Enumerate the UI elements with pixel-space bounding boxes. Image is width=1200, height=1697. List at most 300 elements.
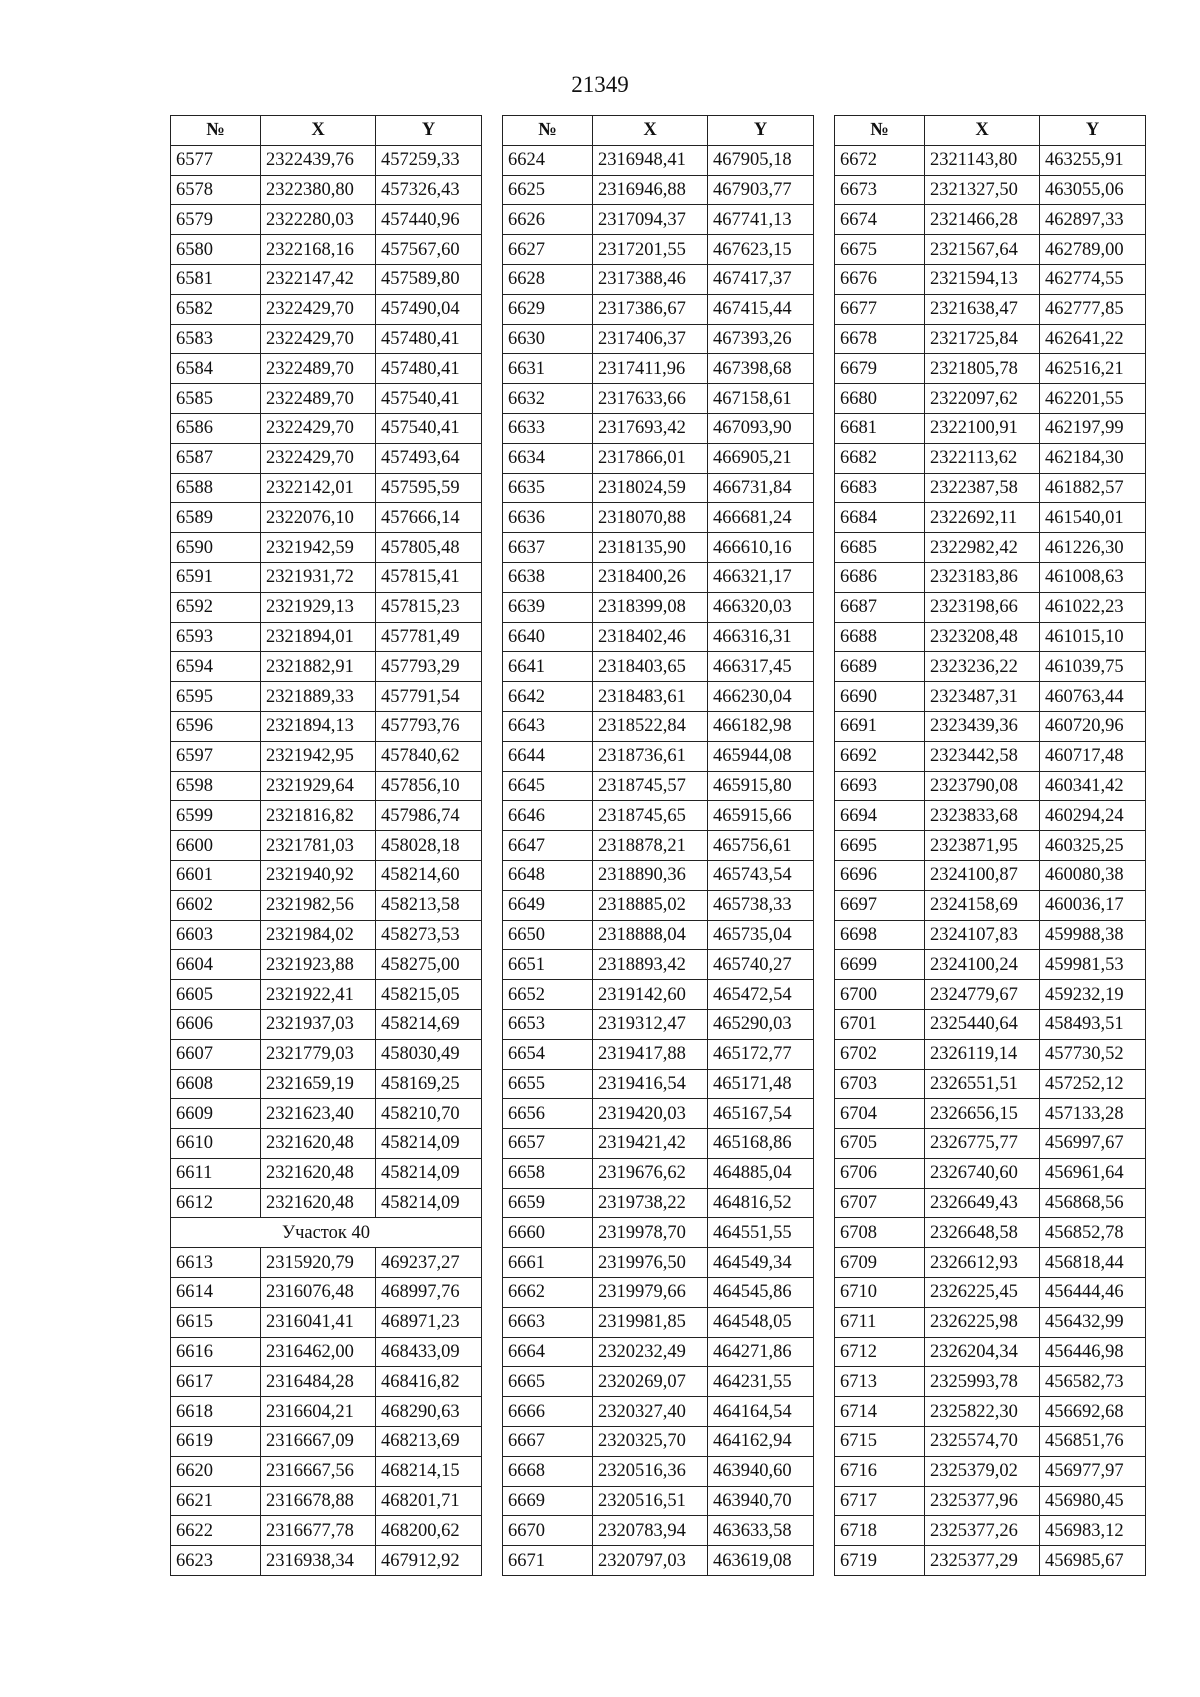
table-row	[171, 294, 482, 324]
point-number-cell: 6593	[171, 622, 261, 652]
table-row	[171, 1069, 482, 1099]
x-coordinate-cell: 2316041,41	[261, 1307, 376, 1337]
table-row	[171, 831, 482, 861]
y-coordinate-cell: 457540,41	[376, 413, 482, 443]
y-coordinate-cell: 462184,30	[1040, 443, 1146, 473]
x-coordinate-cell: 2326225,45	[925, 1278, 1040, 1308]
table-row	[503, 1456, 814, 1486]
table-row	[503, 175, 814, 205]
point-number-cell: 6714	[835, 1397, 925, 1427]
table-row	[503, 1069, 814, 1099]
x-coordinate-cell: 2318400,26	[593, 562, 708, 592]
y-coordinate-cell: 466731,84	[708, 473, 814, 503]
point-number-cell: 6597	[171, 741, 261, 771]
section-label: Участок 40	[171, 1218, 482, 1248]
point-number-cell: 6686	[835, 562, 925, 592]
x-coordinate-cell: 2317094,37	[593, 205, 708, 235]
x-coordinate-cell: 2321894,01	[261, 622, 376, 652]
table-row	[835, 1099, 1146, 1129]
point-number-cell: 6650	[503, 920, 593, 950]
x-coordinate-cell: 2319416,54	[593, 1069, 708, 1099]
x-coordinate-cell: 2320269,07	[593, 1367, 708, 1397]
y-coordinate-cell: 456961,64	[1040, 1158, 1146, 1188]
table-row	[835, 652, 1146, 682]
y-coordinate-cell: 466610,16	[708, 533, 814, 563]
x-coordinate-cell: 2318522,84	[593, 711, 708, 741]
y-coordinate-cell: 457815,23	[376, 592, 482, 622]
point-number-cell: 6644	[503, 741, 593, 771]
point-number-cell: 6669	[503, 1486, 593, 1516]
x-coordinate-cell: 2326225,98	[925, 1307, 1040, 1337]
y-coordinate-cell: 457730,52	[1040, 1039, 1146, 1069]
table-row	[171, 1546, 482, 1576]
point-number-cell: 6697	[835, 890, 925, 920]
point-number-cell: 6646	[503, 801, 593, 831]
table-row	[171, 1039, 482, 1069]
point-number-cell: 6681	[835, 413, 925, 443]
point-number-cell: 6587	[171, 443, 261, 473]
table-header-row	[503, 116, 814, 146]
point-number-cell: 6598	[171, 771, 261, 801]
point-number-cell: 6680	[835, 384, 925, 414]
table-row	[503, 1188, 814, 1218]
table-row	[171, 1278, 482, 1308]
y-coordinate-cell: 468433,09	[376, 1337, 482, 1367]
x-coordinate-cell: 2321929,64	[261, 771, 376, 801]
y-coordinate-cell: 465756,61	[708, 831, 814, 861]
point-number-cell: 6602	[171, 890, 261, 920]
y-coordinate-cell: 467398,68	[708, 354, 814, 384]
table-row	[171, 1307, 482, 1337]
y-coordinate-cell: 456432,99	[1040, 1307, 1146, 1337]
point-number-cell: 6634	[503, 443, 593, 473]
x-coordinate-cell: 2320232,49	[593, 1337, 708, 1367]
point-number-cell: 6606	[171, 1009, 261, 1039]
y-coordinate-cell: 457781,49	[376, 622, 482, 652]
x-coordinate-cell: 2324100,24	[925, 950, 1040, 980]
y-coordinate-cell: 461882,57	[1040, 473, 1146, 503]
table-row	[503, 1516, 814, 1546]
x-coordinate-cell: 2316678,88	[261, 1486, 376, 1516]
y-coordinate-cell: 462516,21	[1040, 354, 1146, 384]
point-number-cell: 6662	[503, 1278, 593, 1308]
point-number-cell: 6694	[835, 801, 925, 831]
y-coordinate-cell: 463619,08	[708, 1546, 814, 1576]
x-coordinate-cell: 2321567,64	[925, 235, 1040, 265]
y-coordinate-cell: 456852,78	[1040, 1218, 1146, 1248]
y-coordinate-cell: 464231,55	[708, 1367, 814, 1397]
x-coordinate-cell: 2321466,28	[925, 205, 1040, 235]
table-row	[503, 294, 814, 324]
point-number-cell: 6647	[503, 831, 593, 861]
table-row	[171, 1248, 482, 1278]
table-row	[503, 1218, 814, 1248]
point-number-cell: 6704	[835, 1099, 925, 1129]
point-number-cell: 6655	[503, 1069, 593, 1099]
table-row	[171, 562, 482, 592]
table-row	[171, 1129, 482, 1159]
y-coordinate-cell: 464816,52	[708, 1188, 814, 1218]
x-coordinate-cell: 2322113,62	[925, 443, 1040, 473]
y-coordinate-cell: 467903,77	[708, 175, 814, 205]
table-row	[835, 682, 1146, 712]
point-number-cell: 6611	[171, 1158, 261, 1188]
table-row	[835, 1397, 1146, 1427]
y-coordinate-cell: 465172,77	[708, 1039, 814, 1069]
table-row	[171, 1158, 482, 1188]
y-coordinate-cell: 461226,30	[1040, 533, 1146, 563]
point-number-cell: 6635	[503, 473, 593, 503]
table-row	[171, 533, 482, 563]
table-row	[171, 205, 482, 235]
table-row	[835, 562, 1146, 592]
y-coordinate-cell: 468201,71	[376, 1486, 482, 1516]
x-coordinate-cell: 2321984,02	[261, 920, 376, 950]
table-row	[835, 1009, 1146, 1039]
y-coordinate-cell: 458028,18	[376, 831, 482, 861]
point-number-cell: 6718	[835, 1516, 925, 1546]
column-header-number: №	[171, 116, 261, 146]
x-coordinate-cell: 2317693,42	[593, 413, 708, 443]
x-coordinate-cell: 2321327,50	[925, 175, 1040, 205]
point-number-cell: 6629	[503, 294, 593, 324]
point-number-cell: 6617	[171, 1367, 261, 1397]
y-coordinate-cell: 460325,25	[1040, 831, 1146, 861]
x-coordinate-cell: 2317386,67	[593, 294, 708, 324]
x-coordinate-cell: 2323833,68	[925, 801, 1040, 831]
table-row	[503, 235, 814, 265]
table-row	[835, 503, 1146, 533]
point-number-cell: 6612	[171, 1188, 261, 1218]
table-row	[503, 413, 814, 443]
y-coordinate-cell: 461540,01	[1040, 503, 1146, 533]
point-number-cell: 6666	[503, 1397, 593, 1427]
table-row	[171, 1486, 482, 1516]
table-row	[503, 1248, 814, 1278]
x-coordinate-cell: 2325379,02	[925, 1456, 1040, 1486]
y-coordinate-cell: 457259,33	[376, 145, 482, 175]
table-row	[835, 1069, 1146, 1099]
point-number-cell: 6604	[171, 950, 261, 980]
x-coordinate-cell: 2322380,80	[261, 175, 376, 205]
y-coordinate-cell: 460763,44	[1040, 682, 1146, 712]
x-coordinate-cell: 2319979,66	[593, 1278, 708, 1308]
x-coordinate-cell: 2316667,56	[261, 1456, 376, 1486]
table-row	[503, 771, 814, 801]
y-coordinate-cell: 457480,41	[376, 324, 482, 354]
y-coordinate-cell: 467905,18	[708, 145, 814, 175]
table-row	[503, 1427, 814, 1457]
y-coordinate-cell: 465740,27	[708, 950, 814, 980]
table-row	[503, 1367, 814, 1397]
y-coordinate-cell: 468213,69	[376, 1427, 482, 1457]
y-coordinate-cell: 467417,37	[708, 264, 814, 294]
x-coordinate-cell: 2326656,15	[925, 1099, 1040, 1129]
point-number-cell: 6716	[835, 1456, 925, 1486]
point-number-cell: 6690	[835, 682, 925, 712]
y-coordinate-cell: 466681,24	[708, 503, 814, 533]
point-number-cell: 6715	[835, 1427, 925, 1457]
table-row	[503, 145, 814, 175]
point-number-cell: 6615	[171, 1307, 261, 1337]
x-coordinate-cell: 2326204,34	[925, 1337, 1040, 1367]
table-row	[171, 741, 482, 771]
y-coordinate-cell: 458214,69	[376, 1009, 482, 1039]
x-coordinate-cell: 2319978,70	[593, 1218, 708, 1248]
y-coordinate-cell: 458169,25	[376, 1069, 482, 1099]
column-header-y: Y	[376, 116, 482, 146]
point-number-cell: 6709	[835, 1248, 925, 1278]
y-coordinate-cell: 460036,17	[1040, 890, 1146, 920]
point-number-cell: 6710	[835, 1278, 925, 1308]
y-coordinate-cell: 460717,48	[1040, 741, 1146, 771]
column-header-y: Y	[708, 116, 814, 146]
table-row	[835, 175, 1146, 205]
x-coordinate-cell: 2317406,37	[593, 324, 708, 354]
point-number-cell: 6624	[503, 145, 593, 175]
point-number-cell: 6678	[835, 324, 925, 354]
section-row	[171, 1218, 482, 1248]
x-coordinate-cell: 2321942,95	[261, 741, 376, 771]
point-number-cell: 6596	[171, 711, 261, 741]
table-row	[835, 1516, 1146, 1546]
x-coordinate-cell: 2323442,58	[925, 741, 1040, 771]
x-coordinate-cell: 2322439,76	[261, 145, 376, 175]
y-coordinate-cell: 465168,86	[708, 1129, 814, 1159]
point-number-cell: 6667	[503, 1427, 593, 1457]
table-row	[503, 950, 814, 980]
point-number-cell: 6672	[835, 145, 925, 175]
point-number-cell: 6618	[171, 1397, 261, 1427]
x-coordinate-cell: 2326551,51	[925, 1069, 1040, 1099]
point-number-cell: 6659	[503, 1188, 593, 1218]
x-coordinate-cell: 2321889,33	[261, 682, 376, 712]
x-coordinate-cell: 2321942,59	[261, 533, 376, 563]
y-coordinate-cell: 456868,56	[1040, 1188, 1146, 1218]
x-coordinate-cell: 2326119,14	[925, 1039, 1040, 1069]
x-coordinate-cell: 2323208,48	[925, 622, 1040, 652]
y-coordinate-cell: 457856,10	[376, 771, 482, 801]
x-coordinate-cell: 2321931,72	[261, 562, 376, 592]
x-coordinate-cell: 2318070,88	[593, 503, 708, 533]
table-row	[503, 1158, 814, 1188]
y-coordinate-cell: 467393,26	[708, 324, 814, 354]
y-coordinate-cell: 460720,96	[1040, 711, 1146, 741]
point-number-cell: 6682	[835, 443, 925, 473]
x-coordinate-cell: 2319738,22	[593, 1188, 708, 1218]
table-row	[171, 503, 482, 533]
point-number-cell: 6643	[503, 711, 593, 741]
x-coordinate-cell: 2326612,93	[925, 1248, 1040, 1278]
y-coordinate-cell: 458210,70	[376, 1099, 482, 1129]
table-row	[835, 1158, 1146, 1188]
point-number-cell: 6607	[171, 1039, 261, 1069]
table-row	[171, 890, 482, 920]
point-number-cell: 6689	[835, 652, 925, 682]
point-number-cell: 6636	[503, 503, 593, 533]
x-coordinate-cell: 2318399,08	[593, 592, 708, 622]
x-coordinate-cell: 2322489,70	[261, 384, 376, 414]
y-coordinate-cell: 457986,74	[376, 801, 482, 831]
y-coordinate-cell: 459232,19	[1040, 980, 1146, 1010]
x-coordinate-cell: 2321816,82	[261, 801, 376, 831]
x-coordinate-cell: 2316946,88	[593, 175, 708, 205]
x-coordinate-cell: 2318403,65	[593, 652, 708, 682]
table-row	[835, 324, 1146, 354]
table-row	[171, 443, 482, 473]
point-number-cell: 6661	[503, 1248, 593, 1278]
coordinates-table-3	[834, 115, 1146, 1576]
table-row	[503, 562, 814, 592]
table-row	[503, 920, 814, 950]
x-coordinate-cell: 2321620,48	[261, 1129, 376, 1159]
y-coordinate-cell: 458030,49	[376, 1039, 482, 1069]
table-row	[503, 711, 814, 741]
table-row	[171, 711, 482, 741]
y-coordinate-cell: 462789,00	[1040, 235, 1146, 265]
table-row	[171, 652, 482, 682]
x-coordinate-cell: 2318885,02	[593, 890, 708, 920]
point-number-cell: 6601	[171, 860, 261, 890]
y-coordinate-cell: 457567,60	[376, 235, 482, 265]
table-row	[835, 741, 1146, 771]
table-row	[503, 682, 814, 712]
point-number-cell: 6649	[503, 890, 593, 920]
x-coordinate-cell: 2321638,47	[925, 294, 1040, 324]
point-number-cell: 6645	[503, 771, 593, 801]
x-coordinate-cell: 2318135,90	[593, 533, 708, 563]
table-row	[835, 920, 1146, 950]
table-row	[835, 443, 1146, 473]
table-row	[835, 145, 1146, 175]
point-number-cell: 6579	[171, 205, 261, 235]
x-coordinate-cell: 2319417,88	[593, 1039, 708, 1069]
table-row	[835, 860, 1146, 890]
y-coordinate-cell: 463940,60	[708, 1456, 814, 1486]
y-coordinate-cell: 459981,53	[1040, 950, 1146, 980]
point-number-cell: 6626	[503, 205, 593, 235]
point-number-cell: 6591	[171, 562, 261, 592]
y-coordinate-cell: 468200,62	[376, 1516, 482, 1546]
y-coordinate-cell: 457793,76	[376, 711, 482, 741]
x-coordinate-cell: 2322387,58	[925, 473, 1040, 503]
point-number-cell: 6651	[503, 950, 593, 980]
column-header-number: №	[835, 116, 925, 146]
y-coordinate-cell: 456980,45	[1040, 1486, 1146, 1516]
point-number-cell: 6599	[171, 801, 261, 831]
point-number-cell: 6700	[835, 980, 925, 1010]
y-coordinate-cell: 467623,15	[708, 235, 814, 265]
table-row	[835, 711, 1146, 741]
point-number-cell: 6658	[503, 1158, 593, 1188]
x-coordinate-cell: 2322142,01	[261, 473, 376, 503]
point-number-cell: 6586	[171, 413, 261, 443]
point-number-cell: 6648	[503, 860, 593, 890]
x-coordinate-cell: 2322982,42	[925, 533, 1040, 563]
column-header-number: №	[503, 116, 593, 146]
point-number-cell: 6719	[835, 1546, 925, 1576]
y-coordinate-cell: 458275,00	[376, 950, 482, 980]
y-coordinate-cell: 465743,54	[708, 860, 814, 890]
table-row	[835, 354, 1146, 384]
y-coordinate-cell: 464551,55	[708, 1218, 814, 1248]
table-row	[835, 771, 1146, 801]
table-row	[503, 264, 814, 294]
x-coordinate-cell: 2320797,03	[593, 1546, 708, 1576]
x-coordinate-cell: 2315920,79	[261, 1248, 376, 1278]
y-coordinate-cell: 456818,44	[1040, 1248, 1146, 1278]
table-row	[835, 1188, 1146, 1218]
x-coordinate-cell: 2321982,56	[261, 890, 376, 920]
x-coordinate-cell: 2322489,70	[261, 354, 376, 384]
x-coordinate-cell: 2322168,16	[261, 235, 376, 265]
y-coordinate-cell: 456692,68	[1040, 1397, 1146, 1427]
point-number-cell: 6664	[503, 1337, 593, 1367]
x-coordinate-cell: 2317201,55	[593, 235, 708, 265]
coordinates-table-2	[502, 115, 814, 1576]
y-coordinate-cell: 464271,86	[708, 1337, 814, 1367]
point-number-cell: 6632	[503, 384, 593, 414]
y-coordinate-cell: 469237,27	[376, 1248, 482, 1278]
table-row	[503, 1486, 814, 1516]
table-row	[503, 1009, 814, 1039]
point-number-cell: 6628	[503, 264, 593, 294]
table-row	[171, 413, 482, 443]
table-row	[171, 1099, 482, 1129]
x-coordinate-cell: 2316948,41	[593, 145, 708, 175]
x-coordinate-cell: 2324158,69	[925, 890, 1040, 920]
x-coordinate-cell: 2322429,70	[261, 294, 376, 324]
x-coordinate-cell: 2318745,65	[593, 801, 708, 831]
table-row	[171, 1456, 482, 1486]
point-number-cell: 6695	[835, 831, 925, 861]
x-coordinate-cell: 2325377,29	[925, 1546, 1040, 1576]
x-coordinate-cell: 2317411,96	[593, 354, 708, 384]
table-row	[835, 1546, 1146, 1576]
point-number-cell: 6656	[503, 1099, 593, 1129]
point-number-cell: 6717	[835, 1486, 925, 1516]
x-coordinate-cell: 2318745,57	[593, 771, 708, 801]
x-coordinate-cell: 2316667,09	[261, 1427, 376, 1457]
point-number-cell: 6621	[171, 1486, 261, 1516]
table-row	[503, 622, 814, 652]
point-number-cell: 6627	[503, 235, 593, 265]
x-coordinate-cell: 2325377,96	[925, 1486, 1040, 1516]
x-coordinate-cell: 2321659,19	[261, 1069, 376, 1099]
x-coordinate-cell: 2321594,13	[925, 264, 1040, 294]
table-row	[171, 622, 482, 652]
point-number-cell: 6692	[835, 741, 925, 771]
point-number-cell: 6683	[835, 473, 925, 503]
point-number-cell: 6588	[171, 473, 261, 503]
table-row	[503, 354, 814, 384]
table-row	[171, 771, 482, 801]
table-row	[171, 175, 482, 205]
table-row	[171, 1397, 482, 1427]
table-row	[171, 324, 482, 354]
table-row	[503, 1397, 814, 1427]
y-coordinate-cell: 462201,55	[1040, 384, 1146, 414]
table-row	[171, 1516, 482, 1546]
column-header-x: X	[593, 116, 708, 146]
x-coordinate-cell: 2322147,42	[261, 264, 376, 294]
y-coordinate-cell: 456582,73	[1040, 1367, 1146, 1397]
table-row	[503, 1099, 814, 1129]
table-row	[835, 533, 1146, 563]
table-row	[835, 1129, 1146, 1159]
y-coordinate-cell: 457793,29	[376, 652, 482, 682]
point-number-cell: 6589	[171, 503, 261, 533]
